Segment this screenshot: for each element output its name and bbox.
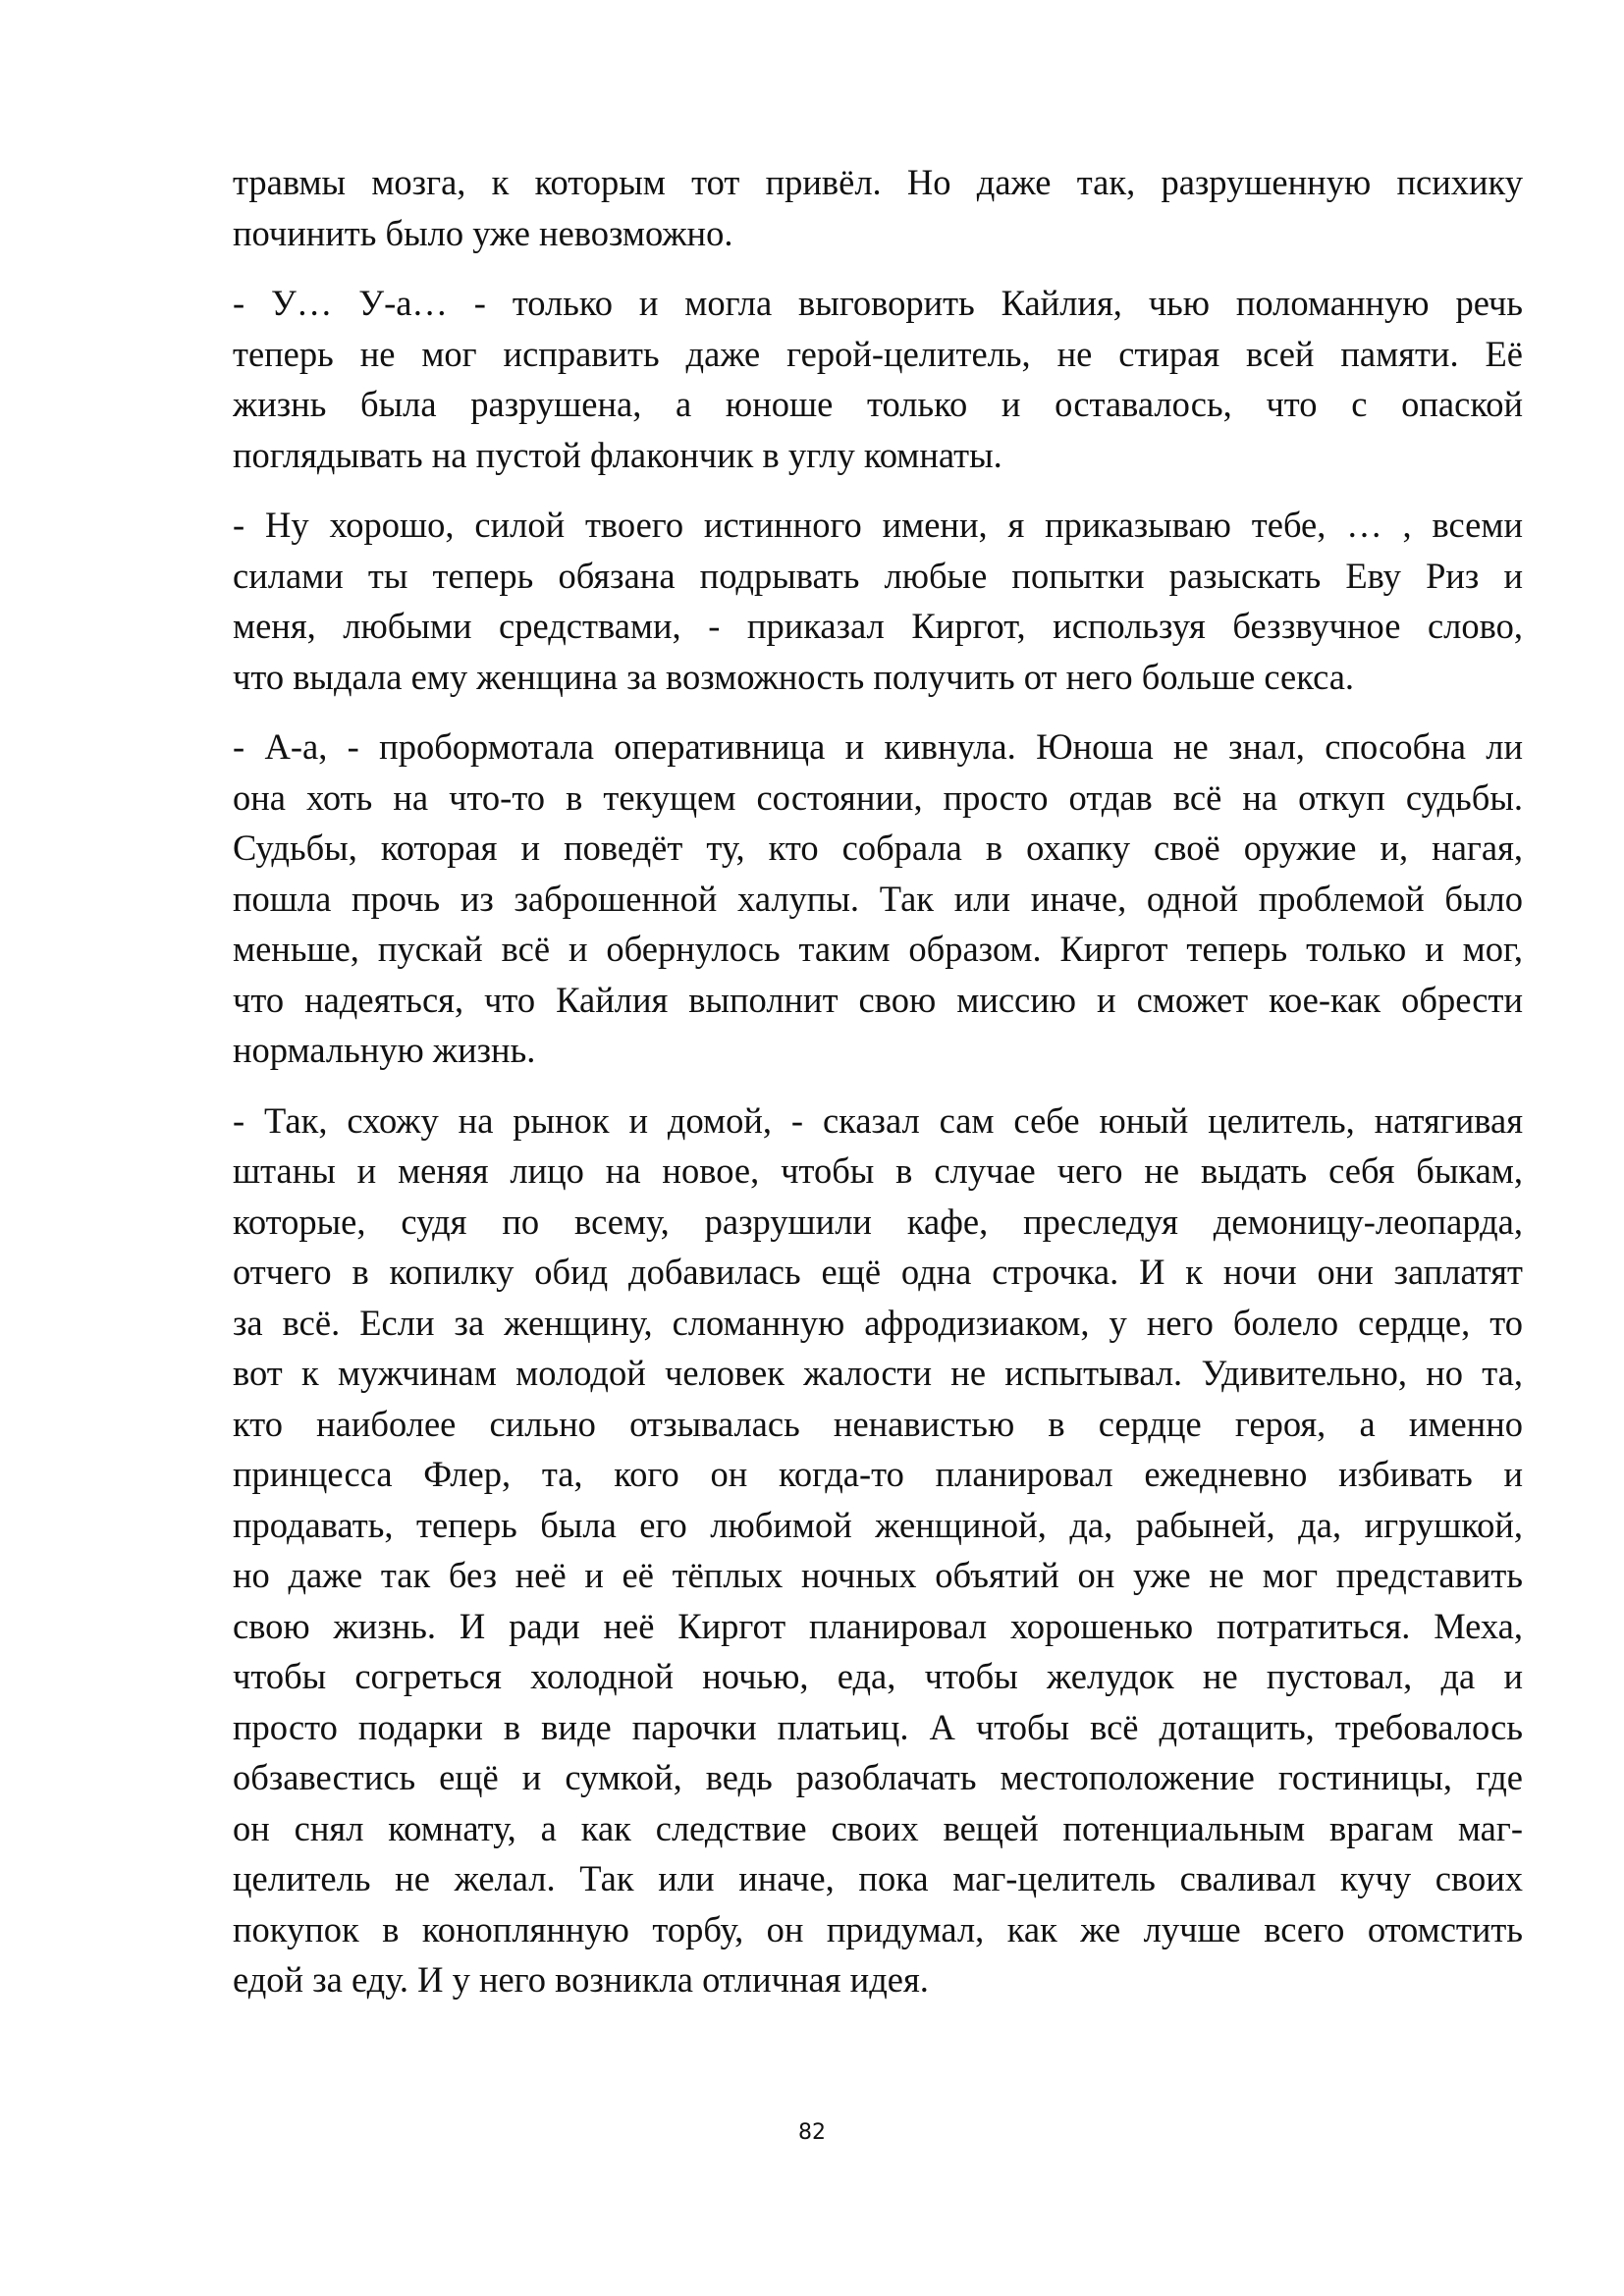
text-line: которые, судя по всему, разрушили кафе, преследуя демоницу-леопарда, (233, 1201, 1523, 1242)
text-line: меня, любыми средствами, - приказал Киргот, используя беззвучное слово, (233, 606, 1523, 646)
paragraph-1 (233, 157, 1523, 258)
paragraph-5 (233, 1095, 1523, 2005)
text-line: отчего в копилку обид добавилась ещё одна строчка. И к ночи они заплатят (233, 1252, 1523, 1292)
text-line: силами ты теперь обязана подрывать любые попытки разыскать Еву Риз и (233, 555, 1523, 596)
text-line: травмы мозга, к которым тот привёл. Но даже так, разрушенную психику (233, 162, 1523, 202)
text-line: обзавестись ещё и сумкой, ведь разоблачать местоположение гостиницы, где (233, 1757, 1523, 1797)
text-line: штаны и меняя лицо на новое, чтобы в случае чего не выдать себя быкам, (233, 1150, 1523, 1191)
text-line: он снял комнату, а как следствие своих вещей потенциальным врагам маг- (233, 1807, 1523, 1848)
text-line: продавать, теперь была его любимой женщиной, да, рабыней, да, игрушкой, (233, 1504, 1523, 1545)
text-line: целитель не желал. Так или иначе, пока маг-целитель сваливал кучу своих (233, 1858, 1523, 1898)
text-line: - Ну хорошо, силой твоего истинного имени, я приказываю тебе, … , всеми (233, 505, 1523, 545)
document-page-body (233, 157, 1523, 2025)
page-number: 82 (798, 2120, 826, 2145)
text-line: теперь не мог исправить даже герой-целитель, не стирая всей памяти. Её (233, 333, 1523, 374)
paragraph-4 (233, 721, 1523, 1076)
text-line: Судьбы, которая и поведёт ту, кто собрала в охапку своё оружие и, нагая, (233, 828, 1523, 868)
text-line: свою жизнь. И ради неё Киргот планировал хорошенько потратиться. Меха, (233, 1605, 1523, 1646)
text-line: покупок в коноплянную торбу, он придумал, как же лучше всего отомстить (233, 1908, 1523, 1949)
text-line: что надеяться, что Кайлия выполнит свою миссию и сможет кое-как обрести (233, 979, 1523, 1020)
text-line: что выдала ему женщина за возможность получить от него больше секса. (233, 656, 1355, 697)
text-line: жизнь была разрушена, а юноше только и оставалось, что с опаской (233, 384, 1523, 424)
text-line: она хоть на что-то в текущем состоянии, просто отдав всё на откуп судьбы. (233, 776, 1523, 818)
paragraph-3 (233, 500, 1523, 702)
text-line: пошла прочь из заброшенной халупы. Так или иначе, одной проблемой было (233, 878, 1523, 919)
text-line: - У… У-а… - только и могла выговорить Кайлия, чью поломанную речь (233, 283, 1523, 323)
text-line: но даже так без неё и её тёплых ночных объятий он уже не мог представить (233, 1555, 1523, 1595)
text-line: принцесса Флер, та, кого он когда-то планировал ежедневно избивать и (233, 1454, 1523, 1494)
text-line: едой за еду. И у него возникла отличная идея. (233, 1959, 929, 2000)
text-line: меньше, пускай всё и обернулось таким образом. Киргот теперь только и мог, (233, 929, 1523, 969)
text-line: - А-а, - пробормотала оперативница и кивнула. Юноша не знал, способна ли (233, 726, 1523, 767)
text-line: починить было уже невозможно. (233, 212, 733, 253)
text-line: поглядывать на пустой флакончик в углу комнаты. (233, 434, 1002, 475)
text-line: просто подарки в виде парочки платьиц. А чтобы всё дотащить, требовалось (233, 1706, 1523, 1747)
text-line: кто наиболее сильно отзывалась ненавистью в сердце героя, а именно (233, 1403, 1523, 1444)
text-line: чтобы согреться холодной ночью, еда, чтобы желудок не пустовал, да и (233, 1656, 1523, 1696)
paragraph-2 (233, 278, 1523, 480)
text-line: вот к мужчинам молодой человек жалости не испытывал. Удивительно, но та, (233, 1353, 1523, 1393)
text-line: за всё. Если за женщину, сломанную афродизиаком, у него болело сердце, то (233, 1302, 1523, 1343)
text-line: - Так, схожу на рынок и домой, - сказал сам себе юный целитель, натягивая (233, 1099, 1523, 1141)
text-line: нормальную жизнь. (233, 1030, 536, 1070)
